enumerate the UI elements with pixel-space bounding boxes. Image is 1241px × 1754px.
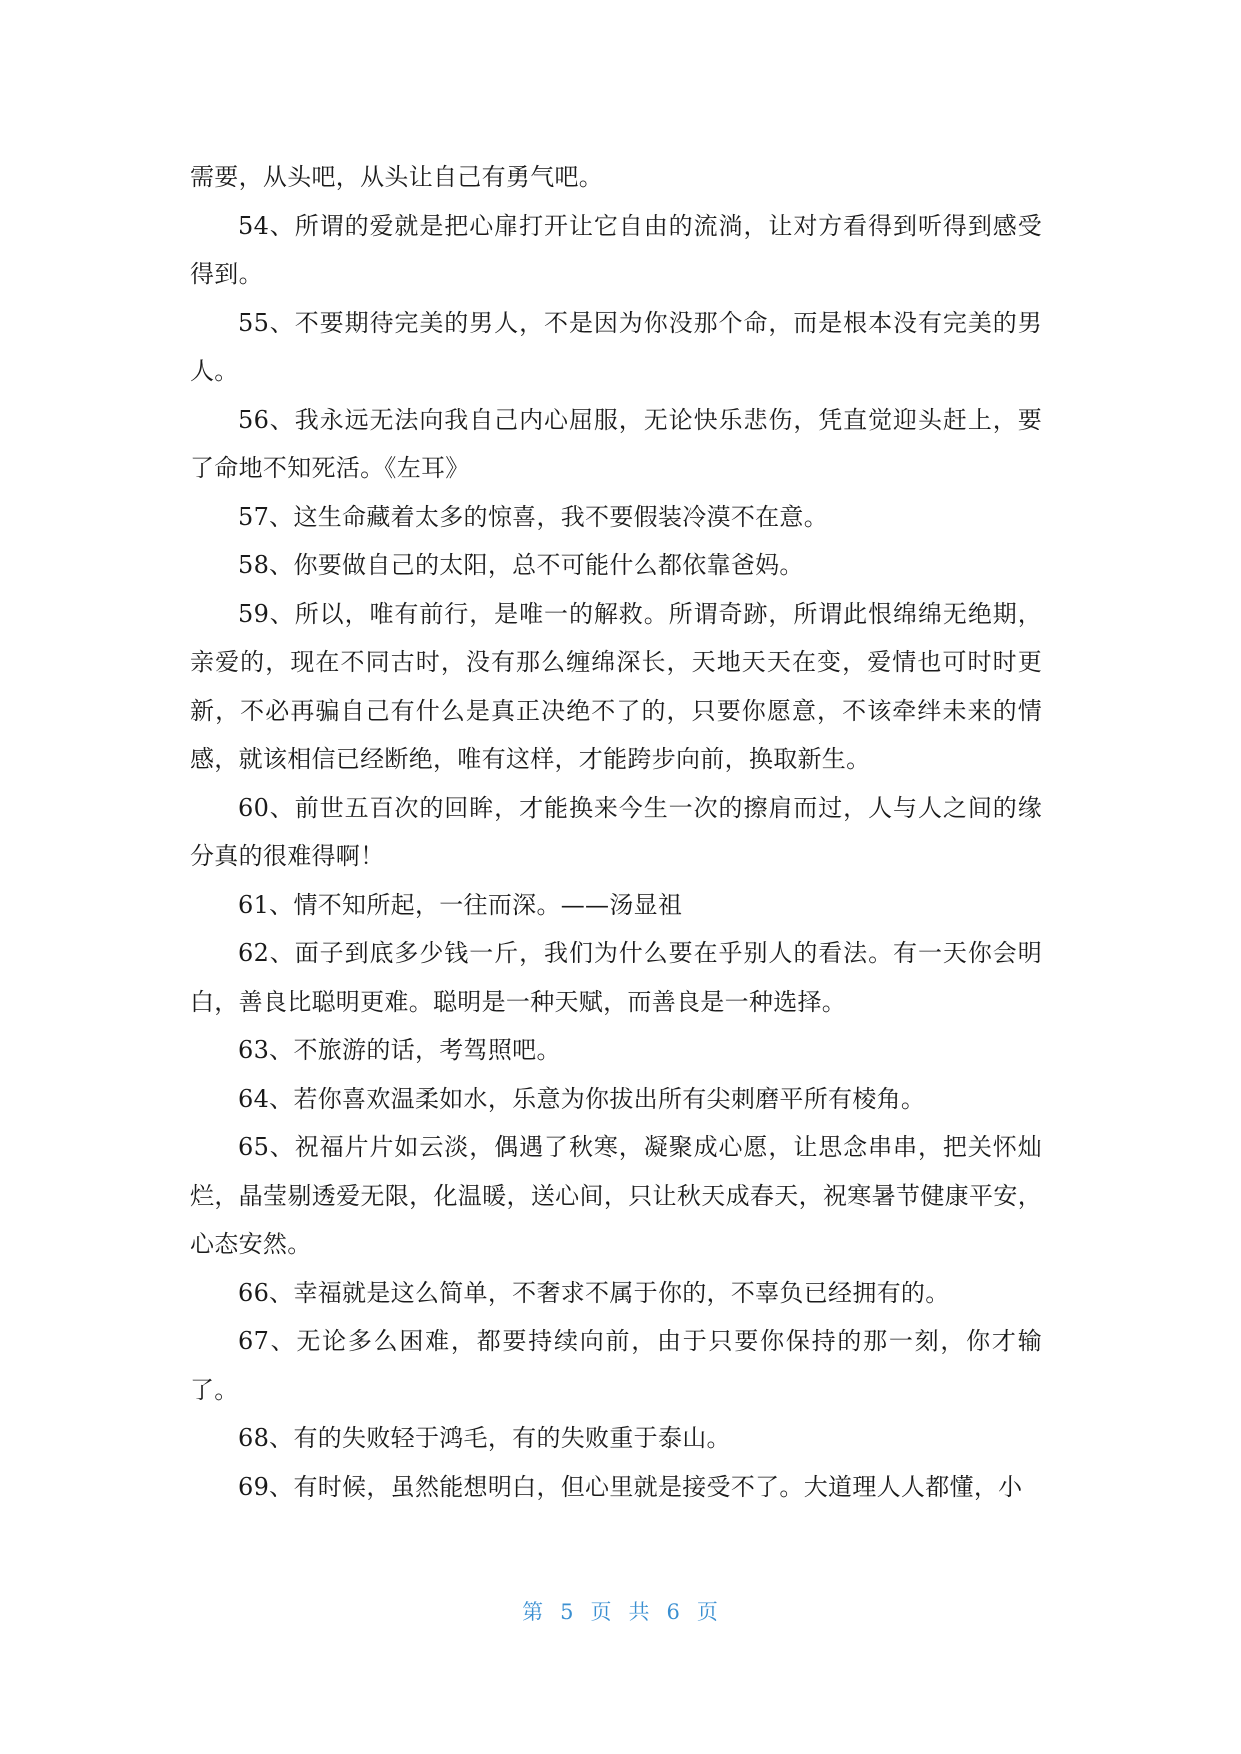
current-page-number: 5 <box>560 1600 575 1624</box>
total-pages-number: 6 <box>666 1600 681 1624</box>
paragraph: 62、面子到底多少钱一斤，我们为什么要在乎别人的看法。有一天你会明白，善良比聪明更难。聪明是一种天赋，而善良是一种选择。 <box>190 939 1042 1016</box>
paragraph: 56、我永远无法向我自己内心屈服，无论快乐悲伤，凭直觉迎头赶上，要了命地不知死活。《左耳》 <box>190 405 1042 482</box>
paragraph: 需要，从头吧，从头让自己有勇气吧。 <box>190 163 604 191</box>
paragraph: 57、这生命藏着太多的惊喜，我不要假装冷漠不在意。 <box>238 502 829 531</box>
paragraph: 66、幸福就是这么简单，不奢求不属于你的，不辜负已经拥有的。 <box>238 1278 950 1307</box>
paragraph: 61、情不知所起，一往而深。——汤显祖 <box>238 890 683 919</box>
paragraph: 65、祝福片片如云淡，偶遇了秋寒，凝聚成心愿，让思念串串，把关怀灿烂，晶莹剔透爱无限，化温暖，送心间，只让秋天成春天，祝寒暑节健康平安，心态安然。 <box>190 1133 1042 1258</box>
paragraph: 60、前世五百次的回眸，才能换来今生一次的擦肩而过，人与人之间的缘分真的很难得啊！ <box>190 793 1042 870</box>
paragraph: 54、所谓的爱就是把心扉打开让它自由的流淌，让对方看得到听得到感受得到。 <box>190 211 1042 288</box>
paragraph: 58、你要做自己的太阳，总不可能什么都依靠爸妈。 <box>238 551 804 579</box>
paragraph: 59、所以，唯有前行，是唯一的解救。所谓奇跡，所谓此恨绵绵无绝期，亲爱的，现在不同古时，没有那么缠绵深长，天地天天在变，爱情也可时时更新，不必再骗自己有什么是真正决绝不了的，只要你愿意，不该牵绊未来的情感，就该相信已经断绝，唯有这样，才能跨步向前，换取新生。 <box>190 599 1042 773</box>
page-number-footer <box>0 1596 1241 1626</box>
page-suffix: 页 <box>696 1600 719 1624</box>
total-prefix: 共 <box>628 1600 651 1624</box>
paragraph: 63、不旅游的话，考驾照吧。 <box>238 1036 561 1064</box>
paragraph: 55、不要期待完美的男人，不是因为你没那个命，而是根本没有完美的男人。 <box>190 308 1042 385</box>
paragraph: 69、有时候，虽然能想明白，但心里就是接受不了。大道理人人都懂，小 <box>238 1472 1023 1501</box>
page-word: 页 <box>590 1600 613 1624</box>
paragraph: 67、无论多么困难，都要持续向前，由于只要你保持的那一刻，你才输了。 <box>190 1327 1042 1404</box>
paragraph: 64、若你喜欢温柔如水，乐意为你拔出所有尖刺磨平所有棱角。 <box>238 1084 926 1113</box>
document-body <box>190 153 1042 1511</box>
page-prefix: 第 <box>522 1600 545 1624</box>
paragraph: 68、有的失败轻于鸿毛，有的失败重于泰山。 <box>238 1424 731 1452</box>
